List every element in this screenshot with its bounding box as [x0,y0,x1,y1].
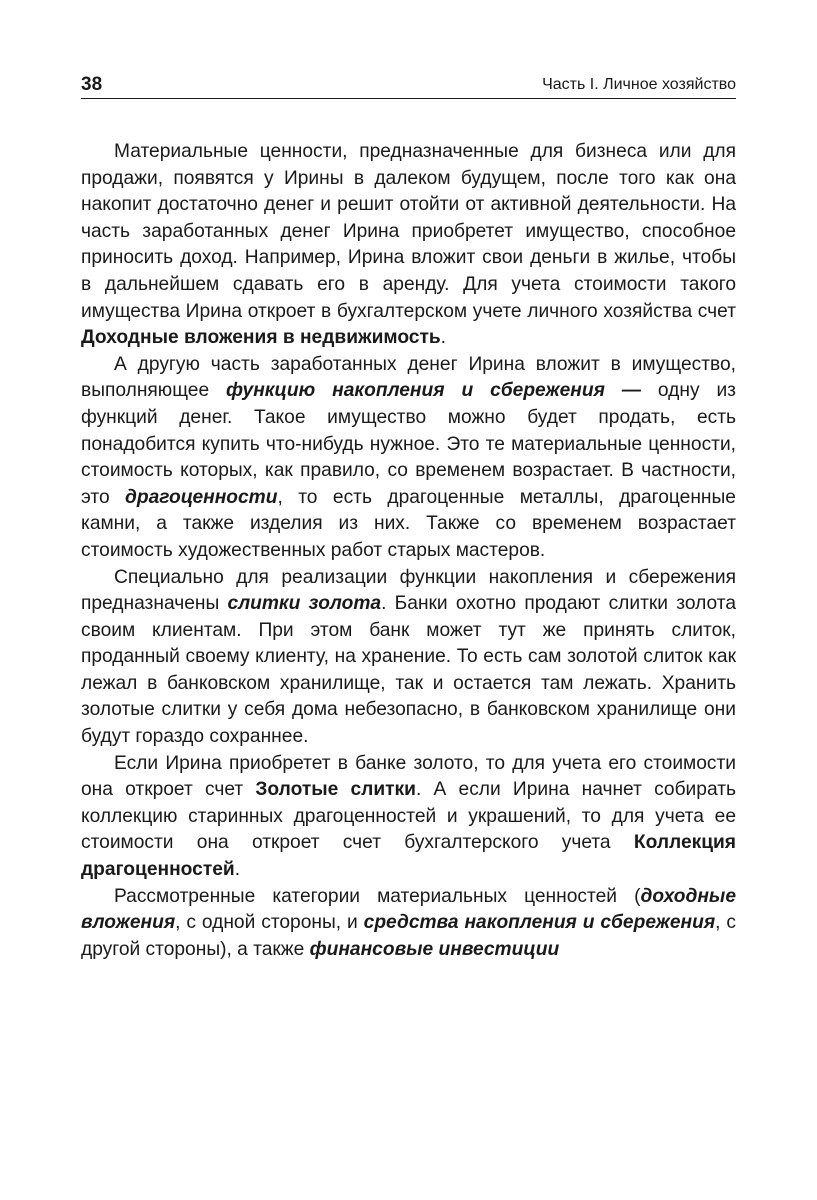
page-number: 38 [81,74,103,95]
paragraph-4 [81,751,736,884]
text-segment: Специально для реализации функции накопления и сбережения предназначены [81,566,736,615]
text-segment: Материальные ценности, предназначенные для бизнеса или для продажи, появятся у Ирины в далеком будущем, после того как она накопит достаточно денег и решит отойти от активной деятельности. На часть заработанных денег Ирина приобретет имущество, способное приносить доход. Например, Ирина вложит свои деньги в жилье, чтобы в дальнейшем сдавать его в аренду. Для учета стоимости такого имущества Ирина откроет в бухгалтерском учете личного хозяйства счет [81,141,736,322]
chapter-title: Часть I. Личное хозяйство [542,76,736,93]
paragraph-3 [81,565,736,751]
emphasized-term: функцию накопления и сбережения [226,380,605,402]
text-segment: А другую часть заработанных денег Ирина вложит в имущество, выполняющее [81,353,736,402]
bold-term: Золотые слитки [255,779,416,801]
bold-term: Доходные вложения в недвижимость [81,327,441,349]
text-segment: . [440,327,447,349]
emphasized-term: драгоценности [125,486,278,508]
text-segment: Рассмотренные категории материальных ценностей ( [114,885,641,907]
book-page [81,70,736,963]
text-segment: . Банки охотно продают слитки золота своим клиентам. При этом банк может тут же принять слиток, проданный своему клиенту, на хранение. То есть сам золотой слиток как лежал в банковском хранилище, так и остается там лежать. Хранить золотые слитки у себя дома небезопасно, в банковском хранилище они будут гораздо сохраннее. [81,593,736,748]
paragraph-5 [81,884,736,964]
body-text [81,139,736,963]
emphasized-term: слитки золота [227,593,382,615]
text-segment: Если Ирина приобретет в банке золото, то для учета его стоимости она откроет счет [81,752,736,801]
text-segment: . А если Ирина начнет собирать коллекцию старинных драгоценностей и украшений, то для учета ее стоимости она откроет счет бухгалтерского учета [81,779,736,854]
text-segment: , с одной стороны, и [175,912,364,934]
paragraph-1 [81,139,736,352]
text-segment: одну из функций денег. Такое имущество можно будет продать, есть понадобится купить что-нибудь нужное. Это те материальные ценности, стоимость которых, как правило, со временем возрастает. В частности, это [81,380,736,508]
text-segment: , с другой стороны), а также [81,912,736,960]
running-header [81,70,736,99]
text-segment: , то есть драгоценные металлы, драгоценные камни, а также изделия из них. Также со временем возрастает стоимость художественных работ старых мастеров. [81,486,736,561]
em-dash: — [604,380,658,402]
paragraph-2 [81,352,736,565]
bold-term: Коллекция драгоценностей [81,832,736,881]
emphasized-term: доходные вложения [81,885,736,934]
text-segment: . [234,859,241,881]
emphasized-term: финансовые инвестиции [309,938,560,960]
emphasized-term: средства накопления и сбережения [363,912,716,934]
